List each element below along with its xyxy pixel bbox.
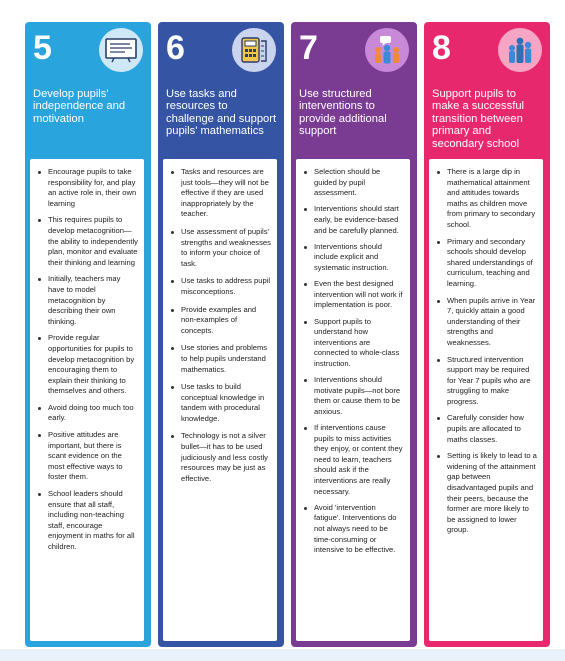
bullet-point: Provide examples and non-examples of concepts. (169, 305, 271, 337)
bullet-point: Avoid 'intervention fatigue'. Interventions do not always need to be time-consuming or intensive to be effective. (302, 503, 404, 556)
bullet-list (36, 167, 138, 553)
bullet-point: If interventions cause pupils to miss activities they enjoy, or content they need to learn, teachers should ask if the interventions are really necessary. (302, 423, 404, 497)
recommendation-card-6 (158, 22, 284, 647)
bullet-list (302, 167, 404, 556)
bullet-point: Encourage pupils to take responsibility for, and play an active role in, their own learning (36, 167, 138, 209)
card-points-panel (30, 159, 144, 641)
bullet-point: Even the best designed intervention will not work if implementation is poor. (302, 279, 404, 311)
bullet-point: Interventions should motivate pupils—not bore them or cause them to be anxious. (302, 375, 404, 417)
card-number: 8 (432, 29, 451, 67)
card-points-panel (296, 159, 410, 641)
card-title: Use structured interventions to provide additional support (299, 88, 387, 138)
bullet-list (435, 167, 537, 536)
bullet-point: Use tasks to address pupil misconceptions. (169, 276, 271, 297)
bullet-point: Support pupils to understand how interventions are connected to whole-class instruction. (302, 317, 404, 370)
bullet-point: School leaders should ensure that all staff, including non-teaching staff, encourage enjoyment in maths for all children. (36, 489, 138, 553)
bullet-point: Technology is not a silver bullet—it has to be used judiciously and less costly resources may be just as effective. (169, 431, 271, 484)
bullet-point: There is a large dip in mathematical attainment and attitudes towards maths as children move from primary to secondary school. (435, 167, 537, 231)
card-points-panel (163, 159, 277, 641)
bullet-point: Setting is likely to lead to a widening of the attainment gap between disadvantaged pupils and their peers, because the former are more likely to be assigned to lower group. (435, 451, 537, 536)
card-title: Support pupils to make a successful transition between primary and secondary school (432, 88, 525, 150)
bullet-point: Use assessment of pupils' strengths and weaknesses to inform your choice of task. (169, 227, 271, 269)
bullet-point: Initially, teachers may have to model metacognition by describing their own thinking. (36, 274, 138, 327)
recommendation-card-7 (291, 22, 417, 647)
bullet-point: Provide regular opportunities for pupils to develop metacognition by encouraging them to explain their thinking to themselves and others. (36, 333, 138, 397)
bullet-list (169, 167, 271, 484)
bullet-point: Primary and secondary schools should develop shared understandings of curriculum, teaching and learning. (435, 237, 537, 290)
card-number: 6 (166, 29, 185, 67)
bullet-point: Carefully consider how pupils are allocated to maths classes. (435, 413, 537, 445)
bullet-point: Tasks and resources are just tools—they will not be effective if they are used inappropriately by the teacher. (169, 167, 271, 220)
recommendation-card-5 (25, 22, 151, 647)
pupils-transition-icon (498, 28, 542, 72)
bottom-band (0, 649, 565, 661)
bullet-point: Use stories and problems to help pupils understand mathematics. (169, 343, 271, 375)
recommendation-card-8 (424, 22, 550, 647)
bullet-point: Interventions should include explicit and systematic instruction. (302, 242, 404, 274)
bullet-point: Structured intervention support may be required for Year 7 pupils who are struggling to make progress. (435, 355, 537, 408)
chalkboard-icon (99, 28, 143, 72)
bullet-point: Selection should be guided by pupil assessment. (302, 167, 404, 199)
bullet-point: Use tasks to build conceptual knowledge in tandem with procedural knowledge. (169, 382, 271, 424)
bullet-point: This requires pupils to develop metacognition—the ability to independently plan, monitor and evaluate their thinking and learning (36, 215, 138, 268)
bullet-point: Avoid doing too much too early. (36, 403, 138, 424)
card-number: 7 (299, 29, 318, 67)
card-title: Develop pupils' independence and motivation (33, 88, 126, 125)
group-speech-icon (365, 28, 409, 72)
calculator-icon (232, 28, 276, 72)
card-title: Use tasks and resources to challenge and support pupils' mathematics (166, 88, 277, 138)
bullet-point: Interventions should start early, be evidence-based and be carefully planned. (302, 204, 404, 236)
bullet-point: Positive attitudes are important, but there is scant evidence on the most effective ways to foster them. (36, 430, 138, 483)
card-points-panel (429, 159, 543, 641)
card-number: 5 (33, 29, 52, 67)
bullet-point: When pupils arrive in Year 7, quickly attain a good understanding of their strengths and weaknesses. (435, 296, 537, 349)
